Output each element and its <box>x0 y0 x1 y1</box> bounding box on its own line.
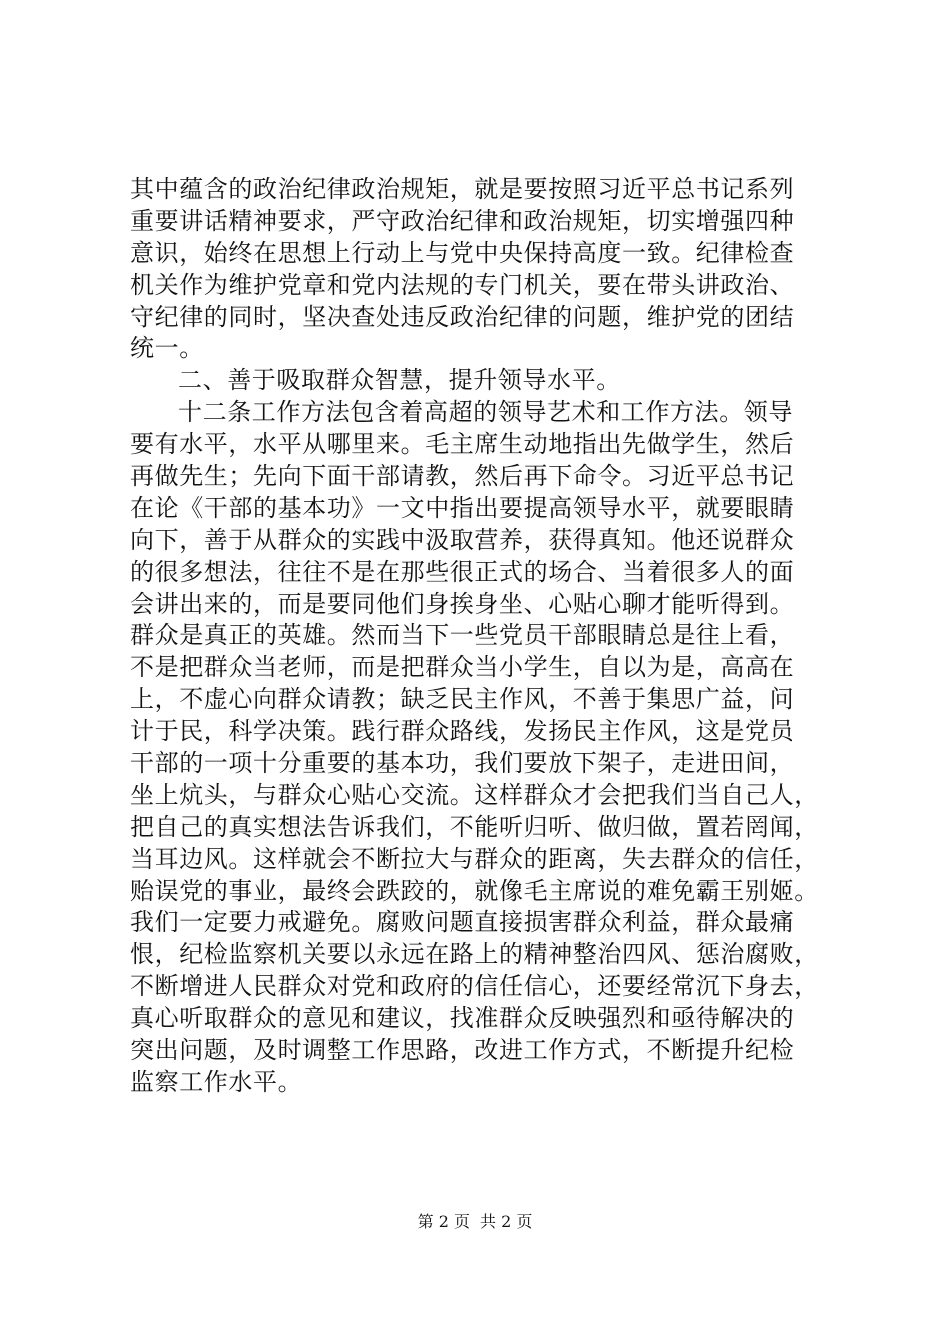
page-number-current: 第 2 页 <box>417 1212 470 1231</box>
text-line: 不是把群众当老师，而是把群众当小学生，自以为是，高高在 <box>130 653 795 682</box>
text-line: 不断增进人民群众对党和政府的信任信心，还要经常沉下身去， <box>130 972 819 1001</box>
text-line: 重要讲话精神要求，严守政治纪律和政治规矩，切实增强四种 <box>130 206 795 235</box>
text-line: 机关作为维护党章和党内法规的专门机关，要在带头讲政治、 <box>130 270 795 299</box>
text-line: 坐上炕头，与群众心贴心交流。这样群众才会把我们当自己人， <box>130 780 819 809</box>
text-line: 真心听取群众的意见和建议，找准群众反映强烈和亟待解决的 <box>130 1004 795 1033</box>
text-line: 上，不虚心向群众请教；缺乏民主作风，不善于集思广益，问 <box>130 685 795 714</box>
text-line: 其中蕴含的政治纪律政治规矩，就是要按照习近平总书记系列 <box>130 175 795 203</box>
text-line: 干部的一项十分重要的基本功，我们要放下架子，走进田间， <box>130 749 795 778</box>
page-footer <box>0 1212 950 1232</box>
document-body <box>130 174 830 1099</box>
text-line: 恨，纪检监察机关要以永远在路上的精神整治四风、惩治腐败， <box>130 940 819 969</box>
text-line: 我们一定要力戒避免。腐败问题直接损害群众利益，群众最痛 <box>130 908 795 937</box>
page-number-total: 共 2 页 <box>480 1212 533 1231</box>
text-line: 监察工作水平。 <box>130 1067 303 1096</box>
text-line: 向下，善于从群众的实践中汲取营养，获得真知。他还说群众 <box>130 525 795 554</box>
text-line: 要有水平，水平从哪里来。毛主席生动地指出先做学生，然后 <box>130 430 795 459</box>
text-line: 统一。 <box>130 334 204 363</box>
text-line: 的很多想法，往往不是在那些很正式的场合、当着很多人的面 <box>130 557 795 586</box>
text-line: 突出问题，及时调整工作思路，改进工作方式，不断提升纪检 <box>130 1036 795 1065</box>
text-line: 再做先生；先向下面干部请教，然后再下命令。习近平总书记 <box>130 462 795 491</box>
text-line: 群众是真正的英雄。然而当下一些党员干部眼睛总是往上看， <box>130 621 795 650</box>
paragraph-first-line: 十二条工作方法包含着高超的领导艺术和工作方法。领导 <box>178 398 793 427</box>
text-line: 在论《干部的基本功》一文中指出要提高领导水平，就要眼睛 <box>130 493 795 522</box>
text-line: 当耳边风。这样就会不断拉大与群众的距离，失去群众的信任， <box>130 844 819 873</box>
text-line: 贻误党的事业，最终会跌跤的，就像毛主席说的难免霸王别姬。 <box>130 876 819 905</box>
text-line: 守纪律的同时，坚决查处违反政治纪律的问题，维护党的团结 <box>130 302 795 331</box>
text-line: 会讲出来的，而是要同他们身挨身坐、心贴心聊才能听得到。 <box>130 589 795 618</box>
text-line: 意识，始终在思想上行动上与党中央保持高度一致。纪律检查 <box>130 238 795 267</box>
text-line: 把自己的真实想法告诉我们，不能听归听、做归做，置若罔闻， <box>130 812 819 841</box>
text-line: 计于民，科学决策。践行群众路线，发扬民主作风，这是党员 <box>130 717 795 746</box>
section-heading: 二、善于吸取群众智慧，提升领导水平。 <box>178 366 621 395</box>
